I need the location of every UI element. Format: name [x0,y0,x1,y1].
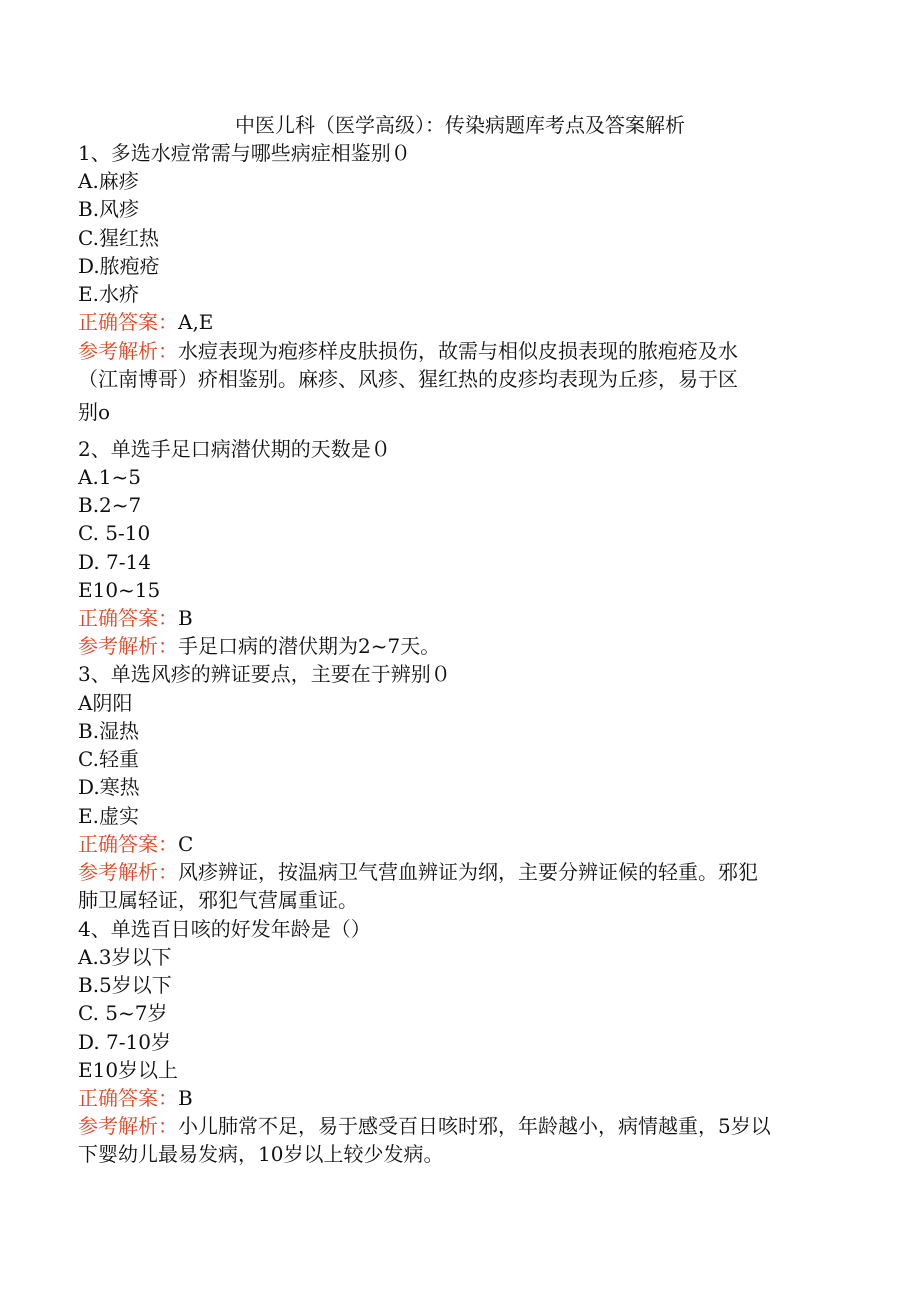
question-3-analysis-text-1: 风疹辨证，按温病卫气营血辨证为纲，主要分辨证候的轻重。邪犯 [178,860,758,884]
answer-label: 正确答案： [78,832,178,856]
analysis-label: 参考解析： [78,860,178,884]
question-2-option-b: B.2~7 [78,493,142,517]
answer-label: 正确答案： [78,310,178,334]
question-1-analysis-text-3: 别o [78,400,111,424]
question-1-option-d: D.脓疱疮 [78,254,160,278]
question-4-answer [78,1084,193,1112]
question-2-analysis [78,632,440,660]
question-1-answer [78,308,213,336]
question-4-analysis [78,1112,830,1168]
question-1-option-e: E.水疥 [78,282,139,306]
question-2-option-d: D. 7-14 [78,550,151,574]
question-3-stem: 3、单选风疹的辨证要点，主要在于辨别０ [78,662,451,686]
question-2-option-e: E10~15 [78,578,161,602]
question-2-analysis-text-1: 手足口病的潜伏期为2~7天。 [178,634,441,658]
question-3-option-b: B.湿热 [78,719,140,743]
question-2-option-c: C. 5-10 [78,521,151,545]
question-3-option-c: C.轻重 [78,747,139,771]
question-3-option-d: D.寒热 [78,775,140,799]
answer-label: 正确答案： [78,1086,178,1110]
analysis-label: 参考解析： [78,339,178,363]
question-3-option-a: A阴阳 [78,691,133,715]
question-3-analysis-text-2: 肺卫属轻证，邪犯气营属重证。 [78,888,358,912]
question-2-stem: 2、单选手足口病潜伏期的天数是０ [78,437,391,461]
answer-label: 正确答案： [78,606,178,630]
question-2-answer [78,604,193,632]
question-3-answer [78,830,193,858]
analysis-label: 参考解析： [78,634,178,658]
question-4-option-c: C. 5~7岁 [78,1001,168,1025]
question-1-stem: 1、多选水痘常需与哪些病症相鉴别０ [78,141,411,165]
question-4-option-b: B.5岁以下 [78,973,172,997]
question-1-option-a: A.麻疹 [78,169,139,193]
question-3-answer-value: C [178,832,194,856]
document-title: 中医儿科（医学高级）：传染病题库考点及答案解析 [235,113,685,137]
question-1-option-c: C.猩红热 [78,226,159,250]
analysis-label: 参考解析： [78,1114,178,1138]
question-4-analysis-text-1: 小儿肺常不足，易于感受百日咳时邪，年龄越小，病情越重，5岁以 [178,1114,771,1138]
question-1-option-b: B.风疹 [78,197,140,221]
question-4-option-d: D. 7-10岁 [78,1030,171,1054]
question-2-option-a: A.1~5 [78,465,142,489]
question-3-option-e: E.虚实 [78,804,139,828]
question-1-answer-value: A,E [178,310,214,334]
question-4-stem: 4、单选百日咳的好发年龄是（） [78,917,371,941]
question-1-analysis [78,337,830,393]
question-4-answer-value: B [178,1086,193,1110]
question-4-option-e: E10岁以上 [78,1058,179,1082]
question-4-analysis-text-2: 下婴幼儿最易发病，10岁以上较少发病。 [78,1142,444,1166]
question-3-analysis [78,858,830,914]
question-1-analysis-text-1: 水痘表现为疱疹样皮肤损伤，故需与相似皮损表现的脓疱疮及水 [178,339,738,363]
question-2-answer-value: B [178,606,193,630]
question-4-option-a: A.3岁以下 [78,945,172,969]
question-1-analysis-text-2: （江南博哥）疥相鉴别。麻疹、风疹、猩红热的皮疹均表现为丘疹，易于区 [78,367,738,391]
